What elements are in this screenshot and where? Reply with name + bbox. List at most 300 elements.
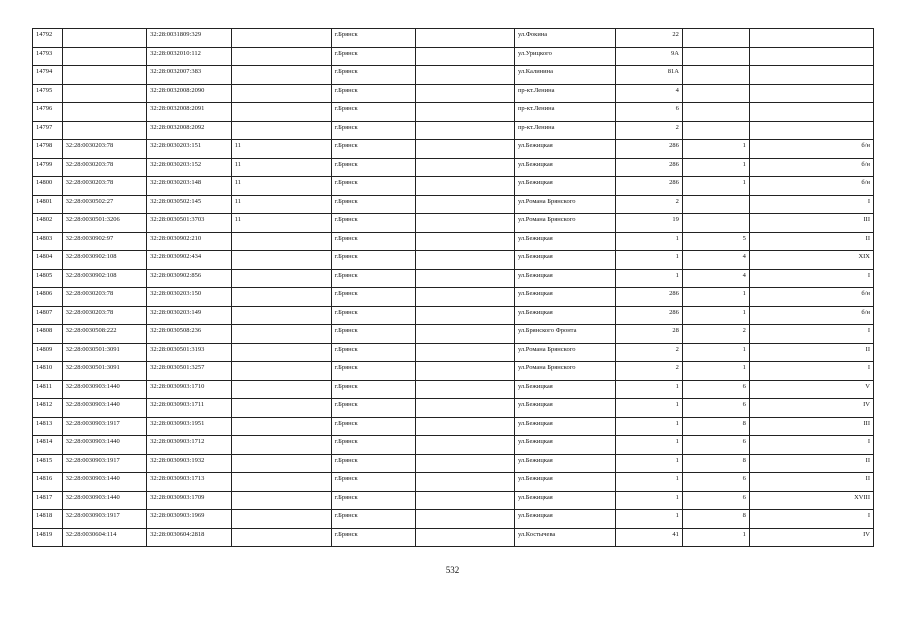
cadastral-number-cell: 32:28:0030902:434 xyxy=(147,251,232,270)
city-cell: г.Брянск xyxy=(331,47,416,66)
parent-cadastral-number-cell: 32:28:0030902:108 xyxy=(62,269,147,288)
street-cell: ул.Бежицкая xyxy=(514,269,615,288)
parent-cadastral-number-cell: 32:28:0030501:3091 xyxy=(62,343,147,362)
house-number-cell: 286 xyxy=(615,177,682,196)
floor-or-code-cell xyxy=(231,417,331,436)
room-number-cell: II xyxy=(749,343,873,362)
building-number-cell: 1 xyxy=(682,158,749,177)
room-number-cell xyxy=(749,84,873,103)
floor-or-code-cell xyxy=(231,306,331,325)
district-cell xyxy=(416,84,515,103)
table-row xyxy=(33,66,874,85)
row-number-cell: 14811 xyxy=(33,380,63,399)
cadastral-number-cell: 32:28:0030903:1713 xyxy=(147,473,232,492)
table-row xyxy=(33,362,874,381)
cadastral-number-cell: 32:28:0030902:210 xyxy=(147,232,232,251)
building-number-cell: 1 xyxy=(682,177,749,196)
building-number-cell xyxy=(682,66,749,85)
building-number-cell: 4 xyxy=(682,251,749,270)
city-cell: г.Брянск xyxy=(331,491,416,510)
cadastral-number-cell: 32:28:0030203:148 xyxy=(147,177,232,196)
house-number-cell: 1 xyxy=(615,380,682,399)
floor-or-code-cell xyxy=(231,251,331,270)
cadastral-number-cell: 32:28:0030501:3703 xyxy=(147,214,232,233)
district-cell xyxy=(416,380,515,399)
city-cell: г.Брянск xyxy=(331,528,416,547)
parent-cadastral-number-cell: 32:28:0030203:78 xyxy=(62,177,147,196)
room-number-cell: I xyxy=(749,362,873,381)
room-number-cell xyxy=(749,29,873,48)
city-cell: г.Брянск xyxy=(331,510,416,529)
floor-or-code-cell xyxy=(231,66,331,85)
registry-table xyxy=(32,28,874,547)
room-number-cell: XVIII xyxy=(749,491,873,510)
cadastral-number-cell: 32:28:0030501:3257 xyxy=(147,362,232,381)
building-number-cell: 1 xyxy=(682,528,749,547)
parent-cadastral-number-cell: 32:28:0030902:97 xyxy=(62,232,147,251)
floor-or-code-cell: 11 xyxy=(231,195,331,214)
row-number-cell: 14800 xyxy=(33,177,63,196)
district-cell xyxy=(416,103,515,122)
row-number-cell: 14796 xyxy=(33,103,63,122)
table-row xyxy=(33,473,874,492)
house-number-cell: 2 xyxy=(615,121,682,140)
room-number-cell: V xyxy=(749,380,873,399)
building-number-cell xyxy=(682,47,749,66)
table-row xyxy=(33,343,874,362)
cadastral-number-cell: 32:28:0032007:383 xyxy=(147,66,232,85)
table-row xyxy=(33,29,874,48)
room-number-cell: III xyxy=(749,417,873,436)
floor-or-code-cell xyxy=(231,325,331,344)
house-number-cell: 286 xyxy=(615,306,682,325)
building-number-cell: 1 xyxy=(682,343,749,362)
street-cell: ул.Бежицкая xyxy=(514,454,615,473)
district-cell xyxy=(416,491,515,510)
room-number-cell: IV xyxy=(749,399,873,418)
floor-or-code-cell: 11 xyxy=(231,140,331,159)
street-cell: ул.Костычева xyxy=(514,528,615,547)
parent-cadastral-number-cell xyxy=(62,66,147,85)
parent-cadastral-number-cell: 32:28:0030203:78 xyxy=(62,158,147,177)
street-cell: ул.Бежицкая xyxy=(514,436,615,455)
row-number-cell: 14792 xyxy=(33,29,63,48)
city-cell: г.Брянск xyxy=(331,103,416,122)
row-number-cell: 14804 xyxy=(33,251,63,270)
house-number-cell: 1 xyxy=(615,454,682,473)
table-row xyxy=(33,528,874,547)
parent-cadastral-number-cell: 32:28:0030902:108 xyxy=(62,251,147,270)
parent-cadastral-number-cell: 32:28:0030501:3206 xyxy=(62,214,147,233)
cadastral-number-cell: 32:28:0030903:1712 xyxy=(147,436,232,455)
table-row xyxy=(33,325,874,344)
parent-cadastral-number-cell xyxy=(62,84,147,103)
row-number-cell: 14799 xyxy=(33,158,63,177)
row-number-cell: 14794 xyxy=(33,66,63,85)
row-number-cell: 14795 xyxy=(33,84,63,103)
table-row xyxy=(33,454,874,473)
district-cell xyxy=(416,473,515,492)
district-cell xyxy=(416,269,515,288)
floor-or-code-cell xyxy=(231,362,331,381)
building-number-cell: 1 xyxy=(682,362,749,381)
floor-or-code-cell: 11 xyxy=(231,214,331,233)
table-row xyxy=(33,232,874,251)
street-cell: ул.Бежицкая xyxy=(514,510,615,529)
table-row xyxy=(33,269,874,288)
table-row xyxy=(33,399,874,418)
house-number-cell: 1 xyxy=(615,399,682,418)
house-number-cell: 6 xyxy=(615,103,682,122)
street-cell: ул.Бежицкая xyxy=(514,380,615,399)
room-number-cell: б/н xyxy=(749,140,873,159)
table-row xyxy=(33,436,874,455)
district-cell xyxy=(416,362,515,381)
district-cell xyxy=(416,454,515,473)
row-number-cell: 14814 xyxy=(33,436,63,455)
city-cell: г.Брянск xyxy=(331,399,416,418)
house-number-cell: 2 xyxy=(615,343,682,362)
row-number-cell: 14809 xyxy=(33,343,63,362)
room-number-cell: I xyxy=(749,195,873,214)
city-cell: г.Брянск xyxy=(331,380,416,399)
district-cell xyxy=(416,29,515,48)
room-number-cell: XIX xyxy=(749,251,873,270)
house-number-cell: 286 xyxy=(615,140,682,159)
room-number-cell: I xyxy=(749,510,873,529)
page-number: 532 xyxy=(445,565,460,575)
floor-or-code-cell xyxy=(231,510,331,529)
street-cell: ул.Брянского Фронта xyxy=(514,325,615,344)
room-number-cell: III xyxy=(749,214,873,233)
parent-cadastral-number-cell: 32:28:0030903:1440 xyxy=(62,436,147,455)
parent-cadastral-number-cell: 32:28:0030903:1917 xyxy=(62,510,147,529)
building-number-cell xyxy=(682,84,749,103)
cadastral-number-cell: 32:28:0030902:856 xyxy=(147,269,232,288)
cadastral-number-cell: 32:28:0030903:1711 xyxy=(147,399,232,418)
room-number-cell xyxy=(749,121,873,140)
row-number-cell: 14797 xyxy=(33,121,63,140)
street-cell: ул.Бежицкая xyxy=(514,158,615,177)
city-cell: г.Брянск xyxy=(331,269,416,288)
cadastral-number-cell: 32:28:0030903:1709 xyxy=(147,491,232,510)
street-cell: ул.Бежицкая xyxy=(514,177,615,196)
cadastral-number-cell: 32:28:0030203:150 xyxy=(147,288,232,307)
cadastral-number-cell: 32:28:0032008:2091 xyxy=(147,103,232,122)
room-number-cell: I xyxy=(749,325,873,344)
row-number-cell: 14818 xyxy=(33,510,63,529)
street-cell: ул.Романа Брянского xyxy=(514,362,615,381)
street-cell: ул.Бежицкая xyxy=(514,232,615,251)
house-number-cell: 1 xyxy=(615,491,682,510)
table-row xyxy=(33,195,874,214)
row-number-cell: 14793 xyxy=(33,47,63,66)
house-number-cell: 286 xyxy=(615,288,682,307)
floor-or-code-cell: 11 xyxy=(231,177,331,196)
building-number-cell: 8 xyxy=(682,454,749,473)
building-number-cell: 6 xyxy=(682,473,749,492)
cadastral-number-cell: 32:28:0030203:152 xyxy=(147,158,232,177)
house-number-cell: 4 xyxy=(615,84,682,103)
floor-or-code-cell xyxy=(231,121,331,140)
cadastral-number-cell: 32:28:0032010:112 xyxy=(147,47,232,66)
row-number-cell: 14798 xyxy=(33,140,63,159)
building-number-cell: 6 xyxy=(682,399,749,418)
table-row xyxy=(33,417,874,436)
room-number-cell: б/н xyxy=(749,306,873,325)
parent-cadastral-number-cell: 32:28:0030903:1917 xyxy=(62,454,147,473)
row-number-cell: 14816 xyxy=(33,473,63,492)
row-number-cell: 14817 xyxy=(33,491,63,510)
city-cell: г.Брянск xyxy=(331,454,416,473)
table-row xyxy=(33,140,874,159)
room-number-cell xyxy=(749,66,873,85)
district-cell xyxy=(416,140,515,159)
building-number-cell: 6 xyxy=(682,380,749,399)
building-number-cell: 2 xyxy=(682,325,749,344)
district-cell xyxy=(416,158,515,177)
floor-or-code-cell xyxy=(231,47,331,66)
building-number-cell: 8 xyxy=(682,417,749,436)
building-number-cell xyxy=(682,103,749,122)
floor-or-code-cell xyxy=(231,528,331,547)
floor-or-code-cell xyxy=(231,473,331,492)
row-number-cell: 14805 xyxy=(33,269,63,288)
room-number-cell: б/н xyxy=(749,288,873,307)
building-number-cell: 4 xyxy=(682,269,749,288)
parent-cadastral-number-cell: 32:28:0030903:1440 xyxy=(62,491,147,510)
district-cell xyxy=(416,251,515,270)
table-row xyxy=(33,510,874,529)
row-number-cell: 14803 xyxy=(33,232,63,251)
district-cell xyxy=(416,121,515,140)
street-cell: ул.Бежицкая xyxy=(514,491,615,510)
building-number-cell xyxy=(682,121,749,140)
row-number-cell: 14813 xyxy=(33,417,63,436)
district-cell xyxy=(416,436,515,455)
house-number-cell: 22 xyxy=(615,29,682,48)
house-number-cell: 1 xyxy=(615,232,682,251)
district-cell xyxy=(416,343,515,362)
house-number-cell: 286 xyxy=(615,158,682,177)
parent-cadastral-number-cell xyxy=(62,29,147,48)
city-cell: г.Брянск xyxy=(331,66,416,85)
row-number-cell: 14815 xyxy=(33,454,63,473)
floor-or-code-cell xyxy=(231,399,331,418)
table-row xyxy=(33,121,874,140)
city-cell: г.Брянск xyxy=(331,251,416,270)
parent-cadastral-number-cell xyxy=(62,121,147,140)
street-cell: ул.Бежицкая xyxy=(514,417,615,436)
city-cell: г.Брянск xyxy=(331,84,416,103)
city-cell: г.Брянск xyxy=(331,140,416,159)
table-row xyxy=(33,84,874,103)
floor-or-code-cell xyxy=(231,29,331,48)
street-cell: ул.Романа Брянского xyxy=(514,343,615,362)
house-number-cell: 41 xyxy=(615,528,682,547)
city-cell: г.Брянск xyxy=(331,232,416,251)
room-number-cell: IV xyxy=(749,528,873,547)
house-number-cell: 28 xyxy=(615,325,682,344)
street-cell: пр-кт.Ленина xyxy=(514,84,615,103)
district-cell xyxy=(416,177,515,196)
city-cell: г.Брянск xyxy=(331,343,416,362)
city-cell: г.Брянск xyxy=(331,325,416,344)
row-number-cell: 14807 xyxy=(33,306,63,325)
row-number-cell: 14812 xyxy=(33,399,63,418)
house-number-cell: 1 xyxy=(615,436,682,455)
street-cell: ул.Романа Брянского xyxy=(514,195,615,214)
building-number-cell: 8 xyxy=(682,510,749,529)
city-cell: г.Брянск xyxy=(331,288,416,307)
room-number-cell: I xyxy=(749,269,873,288)
district-cell xyxy=(416,214,515,233)
house-number-cell: 1 xyxy=(615,269,682,288)
table-row xyxy=(33,214,874,233)
floor-or-code-cell xyxy=(231,380,331,399)
district-cell xyxy=(416,232,515,251)
city-cell: г.Брянск xyxy=(331,195,416,214)
street-cell: ул.Бежицкая xyxy=(514,399,615,418)
parent-cadastral-number-cell xyxy=(62,103,147,122)
floor-or-code-cell xyxy=(231,343,331,362)
building-number-cell xyxy=(682,195,749,214)
table-row xyxy=(33,251,874,270)
cadastral-number-cell: 32:28:0030501:3193 xyxy=(147,343,232,362)
floor-or-code-cell: 11 xyxy=(231,158,331,177)
district-cell xyxy=(416,47,515,66)
building-number-cell xyxy=(682,214,749,233)
district-cell xyxy=(416,66,515,85)
parent-cadastral-number-cell: 32:28:0030502:27 xyxy=(62,195,147,214)
floor-or-code-cell xyxy=(231,84,331,103)
building-number-cell xyxy=(682,29,749,48)
house-number-cell: 2 xyxy=(615,362,682,381)
room-number-cell xyxy=(749,47,873,66)
cadastral-number-cell: 32:28:0030203:149 xyxy=(147,306,232,325)
table-row xyxy=(33,103,874,122)
cadastral-number-cell: 32:28:0032008:2092 xyxy=(147,121,232,140)
street-cell: ул.Фокина xyxy=(514,29,615,48)
cadastral-number-cell: 32:28:0030903:1969 xyxy=(147,510,232,529)
table-row xyxy=(33,380,874,399)
building-number-cell: 5 xyxy=(682,232,749,251)
district-cell xyxy=(416,288,515,307)
building-number-cell: 1 xyxy=(682,306,749,325)
parent-cadastral-number-cell: 32:28:0030501:3091 xyxy=(62,362,147,381)
table-row xyxy=(33,491,874,510)
cadastral-number-cell: 32:28:0030508:236 xyxy=(147,325,232,344)
table-row xyxy=(33,47,874,66)
table-row xyxy=(33,177,874,196)
cadastral-number-cell: 32:28:0030203:151 xyxy=(147,140,232,159)
district-cell xyxy=(416,528,515,547)
house-number-cell: 1 xyxy=(615,473,682,492)
parent-cadastral-number-cell: 32:28:0030903:1440 xyxy=(62,473,147,492)
house-number-cell: 1 xyxy=(615,251,682,270)
city-cell: г.Брянск xyxy=(331,417,416,436)
cadastral-number-cell: 32:28:0032008:2090 xyxy=(147,84,232,103)
cadastral-number-cell: 32:28:0030502:145 xyxy=(147,195,232,214)
cadastral-number-cell: 32:28:0030903:1710 xyxy=(147,380,232,399)
district-cell xyxy=(416,417,515,436)
street-cell: ул.Бежицкая xyxy=(514,251,615,270)
street-cell: пр-кт.Ленина xyxy=(514,121,615,140)
city-cell: г.Брянск xyxy=(331,29,416,48)
table-row xyxy=(33,306,874,325)
room-number-cell: б/н xyxy=(749,158,873,177)
street-cell: ул.Бежицкая xyxy=(514,473,615,492)
row-number-cell: 14801 xyxy=(33,195,63,214)
parent-cadastral-number-cell: 32:28:0030203:78 xyxy=(62,306,147,325)
room-number-cell: б/н xyxy=(749,177,873,196)
district-cell xyxy=(416,306,515,325)
floor-or-code-cell xyxy=(231,269,331,288)
house-number-cell: 2 xyxy=(615,195,682,214)
street-cell: ул.Калинина xyxy=(514,66,615,85)
table-body xyxy=(33,29,874,547)
street-cell: ул.Бежицкая xyxy=(514,306,615,325)
cadastral-number-cell: 32:28:0030604:2818 xyxy=(147,528,232,547)
city-cell: г.Брянск xyxy=(331,473,416,492)
street-cell: ул.Бежицкая xyxy=(514,140,615,159)
house-number-cell: 1 xyxy=(615,510,682,529)
building-number-cell: 1 xyxy=(682,288,749,307)
table-row xyxy=(33,288,874,307)
floor-or-code-cell xyxy=(231,454,331,473)
row-number-cell: 14806 xyxy=(33,288,63,307)
street-cell: ул.Урицкого xyxy=(514,47,615,66)
floor-or-code-cell xyxy=(231,436,331,455)
city-cell: г.Брянск xyxy=(331,436,416,455)
floor-or-code-cell xyxy=(231,103,331,122)
city-cell: г.Брянск xyxy=(331,214,416,233)
cadastral-number-cell: 32:28:0030903:1932 xyxy=(147,454,232,473)
building-number-cell: 6 xyxy=(682,436,749,455)
district-cell xyxy=(416,399,515,418)
city-cell: г.Брянск xyxy=(331,306,416,325)
parent-cadastral-number-cell: 32:28:0030203:78 xyxy=(62,288,147,307)
room-number-cell: I xyxy=(749,436,873,455)
street-cell: ул.Романа Брянского xyxy=(514,214,615,233)
floor-or-code-cell xyxy=(231,491,331,510)
cadastral-number-cell: 32:28:0031809:329 xyxy=(147,29,232,48)
parent-cadastral-number-cell: 32:28:0030903:1440 xyxy=(62,380,147,399)
city-cell: г.Брянск xyxy=(331,121,416,140)
floor-or-code-cell xyxy=(231,288,331,307)
street-cell: ул.Бежицкая xyxy=(514,288,615,307)
row-number-cell: 14808 xyxy=(33,325,63,344)
city-cell: г.Брянск xyxy=(331,158,416,177)
city-cell: г.Брянск xyxy=(331,177,416,196)
row-number-cell: 14810 xyxy=(33,362,63,381)
house-number-cell: 19 xyxy=(615,214,682,233)
row-number-cell: 14819 xyxy=(33,528,63,547)
parent-cadastral-number-cell: 32:28:0030508:222 xyxy=(62,325,147,344)
row-number-cell: 14802 xyxy=(33,214,63,233)
parent-cadastral-number-cell: 32:28:0030604:114 xyxy=(62,528,147,547)
parent-cadastral-number-cell: 32:28:0030903:1917 xyxy=(62,417,147,436)
house-number-cell: 1 xyxy=(615,417,682,436)
building-number-cell: 1 xyxy=(682,140,749,159)
district-cell xyxy=(416,195,515,214)
cadastral-number-cell: 32:28:0030903:1951 xyxy=(147,417,232,436)
house-number-cell: 81А xyxy=(615,66,682,85)
parent-cadastral-number-cell: 32:28:0030903:1440 xyxy=(62,399,147,418)
room-number-cell xyxy=(749,103,873,122)
district-cell xyxy=(416,325,515,344)
city-cell: г.Брянск xyxy=(331,362,416,381)
